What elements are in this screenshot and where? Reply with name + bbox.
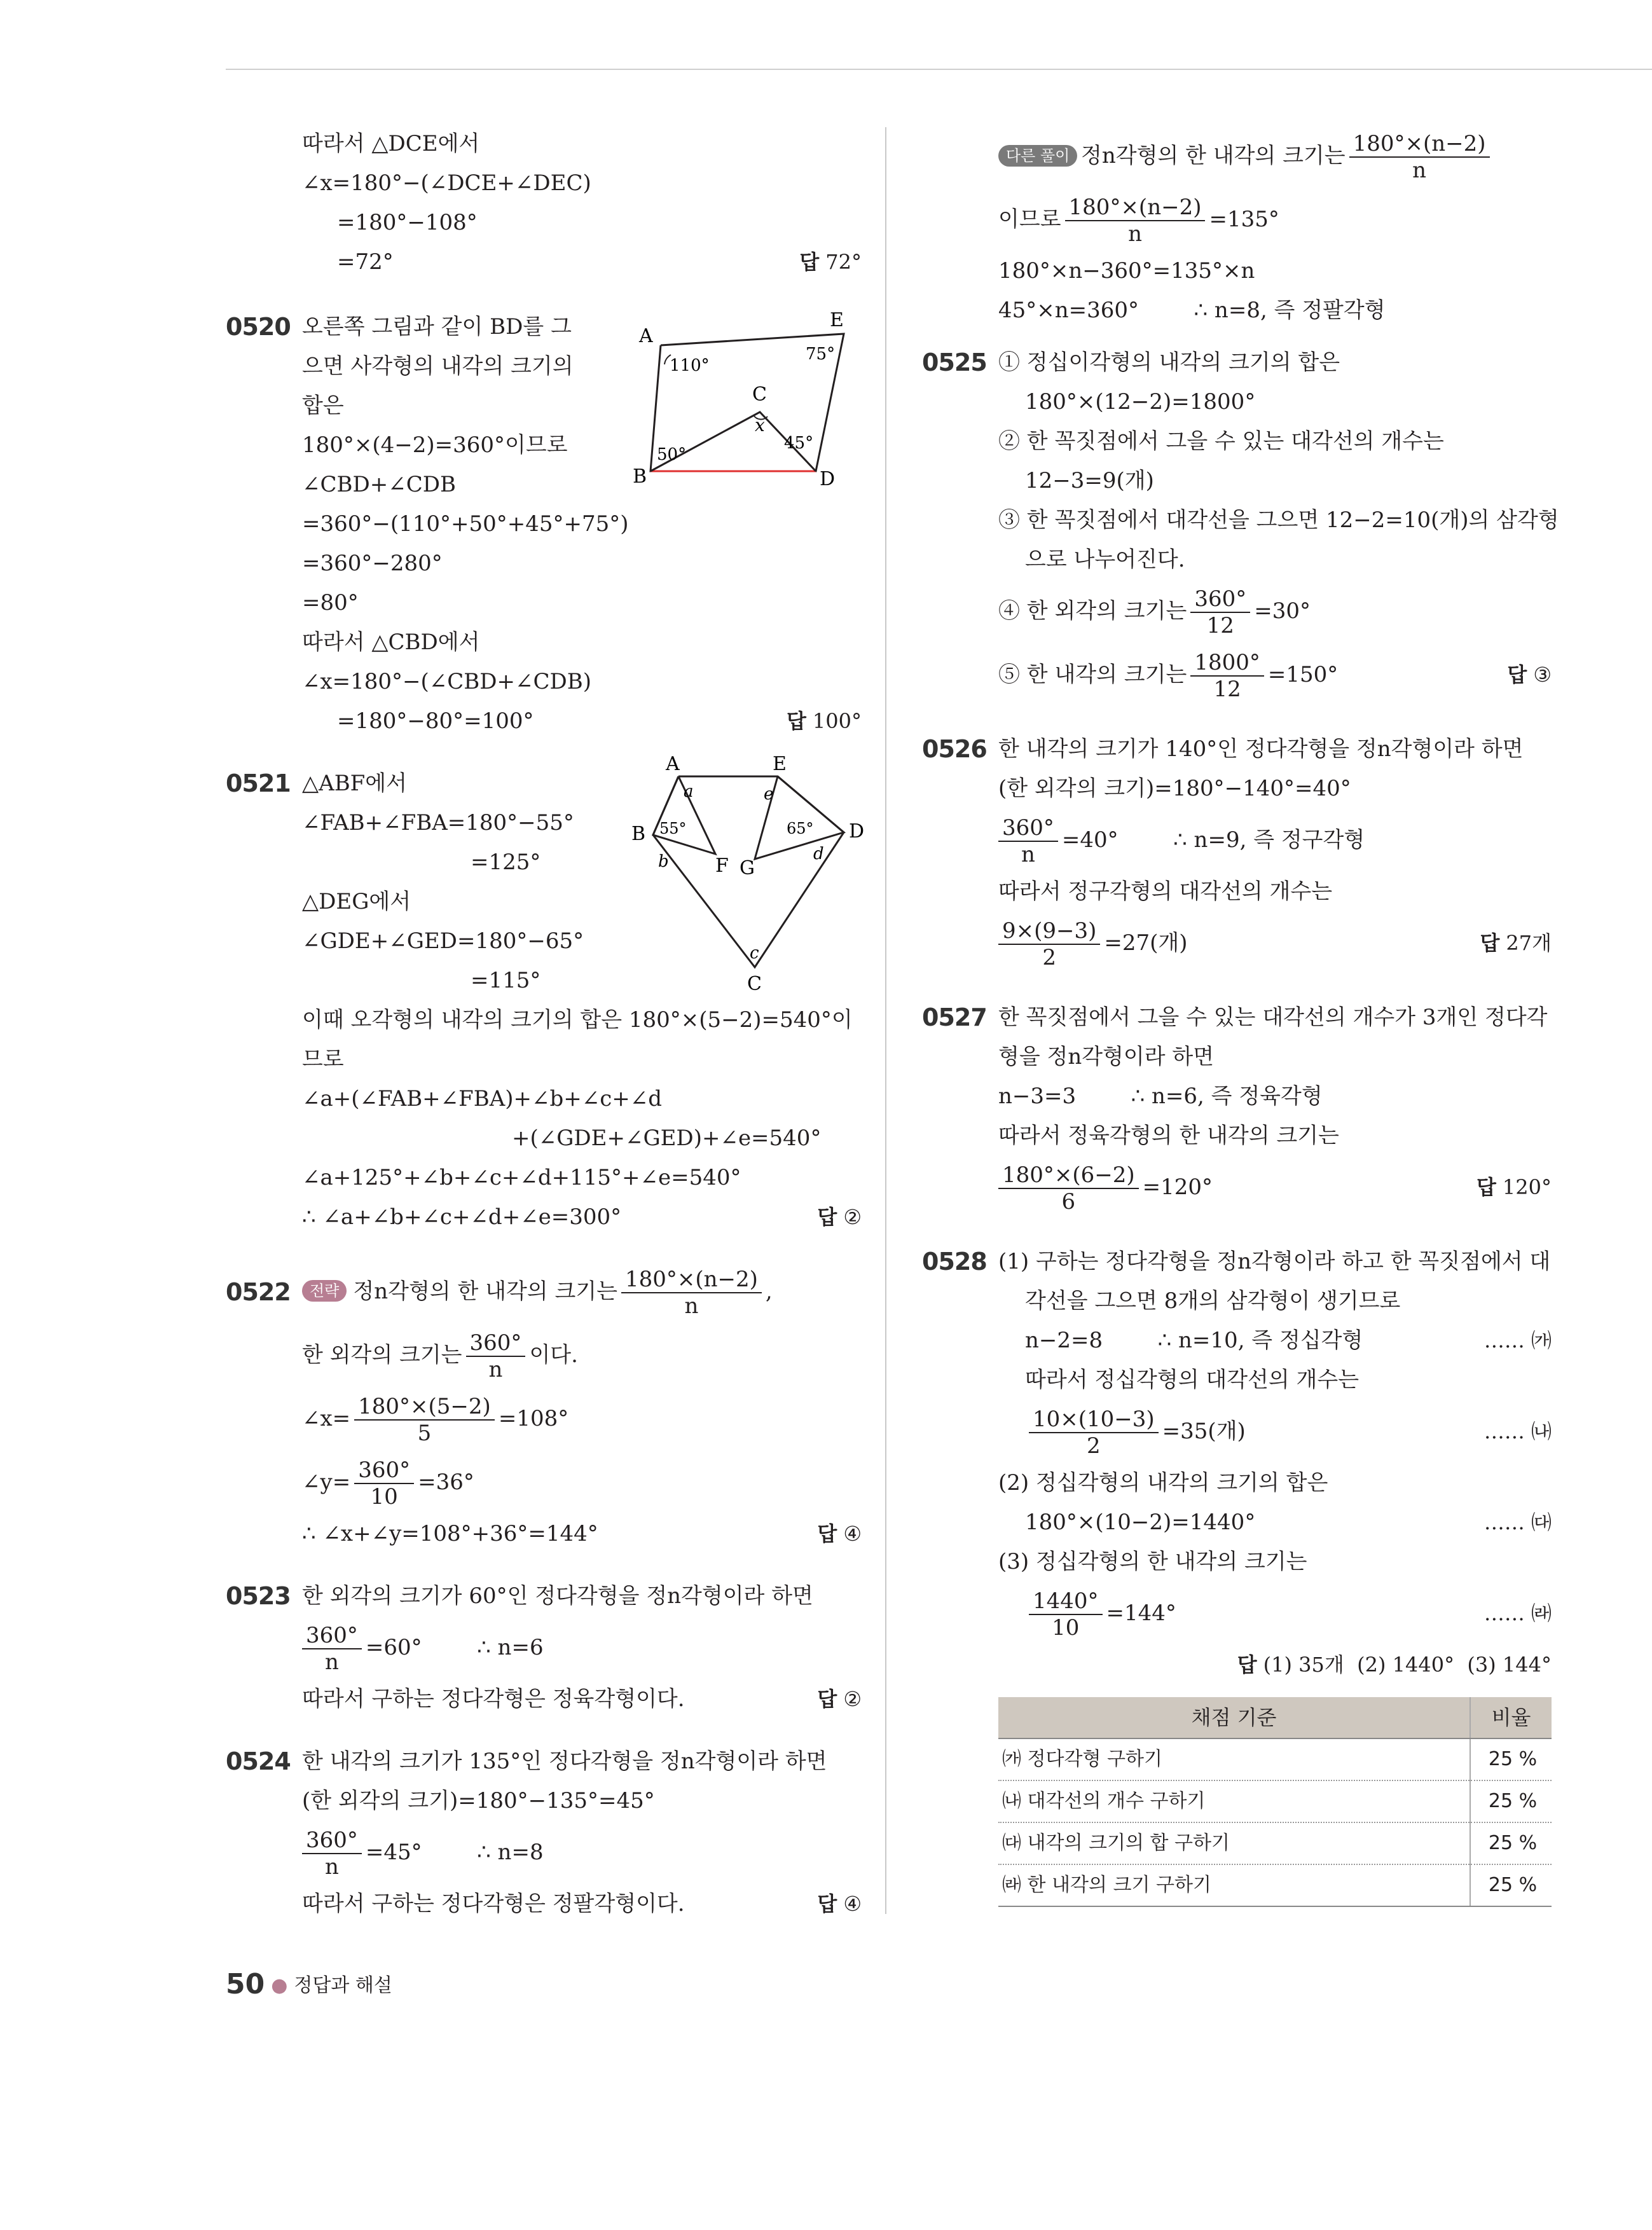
page-footer xyxy=(226,1968,392,2000)
text-line xyxy=(998,1645,1552,1684)
angle-45: 45° xyxy=(784,434,814,453)
text-line: ② 한 꼭짓점에서 그을 수 있는 대각선의 개수는 xyxy=(998,429,1444,454)
fraction: $\frac{360^\circ}{n}$ xyxy=(302,1827,362,1880)
label-c: C xyxy=(747,973,762,995)
text-line: 으로 나누어진다. xyxy=(1025,547,1185,572)
label-a-angle: a xyxy=(684,782,694,801)
label-d: D xyxy=(820,468,836,490)
table-row: ㈏ 대각선의 개수 구하기 25 % xyxy=(998,1780,1552,1822)
text-line: =360°−(110°+50°+45°+75°) xyxy=(302,511,629,537)
text-line: 180°×(10−2)=1440° …… ㈐ xyxy=(998,1503,1552,1542)
text-line: 따라서 △CBD에서 xyxy=(302,630,480,655)
text-line: (한 외각의 크기)=180°−140°=40° xyxy=(998,776,1351,801)
step-marker: …… ㈑ xyxy=(1483,1601,1552,1625)
text-line: $\frac{180^\circ\times(6-2)}{6}$ =120° 답 120° xyxy=(998,1155,1552,1219)
text-line: =180°−108° xyxy=(337,210,478,235)
problem-0523 xyxy=(226,1576,862,1719)
fraction: $\frac{360^\circ}{10}$ xyxy=(354,1457,414,1510)
left-column xyxy=(226,124,865,1946)
pentagon-figure xyxy=(620,753,865,999)
label-g: G xyxy=(740,857,755,879)
text-line: ∠CBD+∠CDB xyxy=(302,472,456,497)
angle-50: 50° xyxy=(657,445,687,464)
angle-75: 75° xyxy=(806,345,836,364)
text-line: 180°×n−360°=135°×n xyxy=(998,258,1255,284)
text-line: n−2=8 ∴ n=10, 즉 정십각형 …… ㈎ xyxy=(998,1321,1552,1360)
problem-0521 xyxy=(226,753,865,1237)
fraction: $\frac{1440^\circ}{10}$ xyxy=(1029,1588,1103,1641)
text-line: 합은 xyxy=(302,393,344,418)
text-line: 180°×(12−2)=1800° xyxy=(1025,389,1256,415)
text-line: n−3=3 ∴ n=6, 즉 정육각형 xyxy=(998,1084,1323,1109)
answer: 답 72° xyxy=(799,250,862,274)
label-d: D xyxy=(849,820,865,843)
text-line: △DEG에서 xyxy=(302,889,411,914)
text-line: 한 꼭짓점에서 그을 수 있는 대각선의 개수가 3개인 정다각 xyxy=(998,1005,1548,1030)
text-line: 45°×n=360° ∴ n=8, 즉 정팔각형 xyxy=(998,298,1386,323)
table-row: ㈑ 한 내각의 크기 구하기 25 % xyxy=(998,1864,1552,1906)
problem-number: 0524 xyxy=(226,1747,291,1775)
problem-number: 0522 xyxy=(226,1278,291,1306)
fraction: $\frac{10\times(10-3)}{2}$ xyxy=(1029,1407,1159,1459)
fraction: $\frac{360^\circ}{n}$ xyxy=(302,1623,362,1675)
fraction: $\frac{360^\circ}{n}$ xyxy=(998,815,1058,867)
text-line: (2) 정십각형의 내각의 크기의 합은 xyxy=(998,1470,1328,1496)
answer: 답 120° xyxy=(1476,1175,1552,1199)
problem-number: 0526 xyxy=(922,735,987,763)
text-line: 한 외각의 크기가 60°인 정다각형을 정n각형이라 하면 xyxy=(302,1583,813,1609)
text-line: (3) 정십각형의 한 내각의 크기는 xyxy=(998,1549,1307,1574)
text-line: ∠x=180°−(∠CBD+∠CDB) xyxy=(302,669,592,694)
fraction: $\frac{180^\circ\times(6-2)}{6}$ xyxy=(998,1162,1139,1215)
fraction: $\frac{9\times(9-3)}{2}$ xyxy=(998,918,1100,970)
text-line: 오른쪽 그림과 같이 BD를 그 xyxy=(302,314,572,340)
table-row: ㈎ 정다각형 구하기 25 % xyxy=(998,1738,1552,1780)
text-line: =115° xyxy=(471,968,541,993)
text-line: +(∠GDE+∠GED)+∠e=540° xyxy=(512,1125,822,1151)
text-line: =180°−80°=100° 답 100° xyxy=(302,701,862,741)
text-line: =360°−280° xyxy=(302,551,443,576)
strategy-tag: 전략 xyxy=(302,1280,347,1302)
alt-solution-tag: 다른 풀이 xyxy=(998,145,1077,167)
text-line: ∠x=180°−(∠DCE+∠DEC) xyxy=(302,170,591,196)
text-line: $\frac{360^\circ}{n}$ =45° ∴ n=8 xyxy=(302,1820,862,1884)
text-line: ⑤ 한 내각의 크기는 $\frac{1800^\circ}{12}$ =150° 답 ③ xyxy=(998,643,1552,706)
label-d-angle: d xyxy=(813,844,824,864)
label-b-angle: b xyxy=(658,852,669,871)
quadrilateral-figure xyxy=(620,307,849,492)
fraction: $\frac{180^\circ\times(n-2)}{n}$ xyxy=(1349,131,1490,183)
text-line: ∴ ∠x+∠y=108°+36°=144° 답 ④ xyxy=(302,1514,862,1553)
label-x: x xyxy=(755,415,765,436)
problem-number: 0528 xyxy=(922,1248,987,1276)
text-line: ∴ ∠a+∠b+∠c+∠d+∠e=300° 답 ② xyxy=(302,1197,862,1237)
text-line: 따라서 구하는 정다각형은 정육각형이다. 답 ② xyxy=(302,1679,862,1719)
problem-0520 xyxy=(226,307,862,741)
continued-solution xyxy=(226,124,862,282)
text-line: 따라서 정십각형의 대각선의 개수는 xyxy=(1025,1367,1359,1393)
bullet-dot: ● xyxy=(271,1974,288,1997)
answer: 답 ④ xyxy=(817,1522,862,1546)
problem-number: 0523 xyxy=(226,1582,291,1610)
problem-0527 xyxy=(922,998,1552,1219)
text-line: 전략 정n각형의 한 내각의 크기는 $\frac{180^\circ\times(n-2)}{n}$ , xyxy=(302,1260,862,1323)
table-row: ㈐ 내각의 크기의 합 구하기 25 % xyxy=(998,1822,1552,1864)
angle-65: 65° xyxy=(787,820,814,837)
step-marker: …… ㈏ xyxy=(1483,1419,1552,1443)
text-line: 따라서 정구각형의 대각선의 개수는 xyxy=(998,879,1333,904)
text-line: $\frac{360^\circ}{n}$ =40° ∴ n=9, 즉 정구각형 xyxy=(998,808,1552,872)
alternative-solution xyxy=(922,124,1552,330)
text-line: 이므로 $\frac{180^\circ\times(n-2)}{n}$ =135° xyxy=(998,195,1279,247)
page-number: 50 xyxy=(226,1968,265,2000)
text-line: 각선을 그으면 8개의 삼각형이 생기므로 xyxy=(1025,1288,1401,1314)
problem-number: 0521 xyxy=(226,769,291,797)
text-line: 형을 정n각형이라 하면 xyxy=(998,1044,1215,1070)
text-line: 이때 오각형의 내각의 크기의 합은 180°×(5−2)=540°이 xyxy=(302,1007,853,1033)
text-line: 따라서 구하는 정다각형은 정팔각형이다. 답 ④ xyxy=(302,1884,862,1924)
text-line: $\frac{360^\circ}{n}$ =60° ∴ n=6 xyxy=(302,1616,862,1679)
problem-0526 xyxy=(922,729,1552,975)
answer: 답 ④ xyxy=(817,1892,862,1916)
problem-number: 0525 xyxy=(922,348,987,376)
text-line: △ABF에서 xyxy=(302,771,407,796)
fraction: $\frac{360^\circ}{n}$ xyxy=(466,1330,526,1382)
answer: 답 (1) 35개 (2) 1440° (3) 144° xyxy=(1237,1653,1552,1677)
column-divider xyxy=(885,127,886,1914)
text-line: (한 외각의 크기)=180°−135°=45° xyxy=(302,1788,655,1814)
fraction: $\frac{180^\circ\times(5-2)}{5}$ xyxy=(354,1394,495,1446)
fraction: $\frac{180^\circ\times(n-2)}{n}$ xyxy=(1065,195,1206,247)
text-line: (1) 구하는 정다각형을 정n각형이라 하고 한 꼭짓점에서 대 xyxy=(998,1249,1551,1274)
fraction: $\frac{360^\circ}{12}$ xyxy=(1190,586,1250,638)
text-line: 한 내각의 크기가 135°인 정다각형을 정n각형이라 하면 xyxy=(302,1749,827,1774)
text-line: ∠FAB+∠FBA=180°−55° xyxy=(302,810,574,836)
angle-110: 110° xyxy=(670,356,710,375)
answer: 답 ② xyxy=(817,1205,862,1229)
label-b: B xyxy=(631,823,646,845)
text-line: 12−3=9(개) xyxy=(1025,468,1154,493)
text-line: ① 정십이각형의 내각의 크기의 합은 xyxy=(998,350,1340,375)
label-e: E xyxy=(830,309,844,331)
footer-label: 정답과 해설 xyxy=(294,1974,392,1997)
text-line: 한 내각의 크기가 140°인 정다각형을 정n각형이라 하면 xyxy=(998,736,1524,762)
label-c-angle: c xyxy=(750,944,759,963)
problem-0524 xyxy=(226,1742,862,1924)
text-line: 다른 풀이 정n각형의 한 내각의 크기는 $\frac{180^\circ\times(n-2)}{n}$ xyxy=(922,124,1552,188)
text-line: 한 외각의 크기는 $\frac{360^\circ}{n}$ 이다. xyxy=(302,1330,578,1382)
text-line: $\frac{9\times(9-3)}{2}$ =27(개) 답 27개 xyxy=(998,911,1552,975)
text-line: ∠GDE+∠GED=180°−65° xyxy=(302,928,584,954)
text-line: =72° 답 72° xyxy=(302,242,862,282)
table-header-criteria: 채점 기준 xyxy=(998,1697,1470,1738)
angle-55: 55° xyxy=(659,820,687,837)
label-a: A xyxy=(639,325,653,347)
text-line: ∠a+125°+∠b+∠c+∠d+115°+∠e=540° xyxy=(302,1165,741,1190)
text-line: $\frac{1440^\circ}{10}$ =144° …… ㈑ xyxy=(998,1581,1552,1645)
text-line: ∠y= $\frac{360^\circ}{10}$ =36° xyxy=(302,1457,474,1510)
problem-number: 0527 xyxy=(922,1003,987,1031)
label-c: C xyxy=(752,383,767,406)
label-e-angle: e xyxy=(764,785,774,804)
problem-0525 xyxy=(922,343,1559,706)
fraction: $\frac{1800^\circ}{12}$ xyxy=(1190,650,1264,702)
answer: 답 ③ xyxy=(1507,663,1552,687)
text-line: 180°×(4−2)=360°이므로 xyxy=(302,432,568,458)
text-line: ④ 한 외각의 크기는 $\frac{360^\circ}{12}$ =30° xyxy=(998,586,1311,638)
quadrilateral-diagram xyxy=(620,307,849,492)
text-line: ③ 한 꼭짓점에서 대각선을 그으면 12−2=10(개)의 삼각형 xyxy=(998,507,1559,533)
top-rule xyxy=(226,69,1652,70)
text-line: 따라서 △DCE에서 xyxy=(302,131,480,156)
label-f: F xyxy=(715,855,729,877)
problem-0528 xyxy=(922,1242,1552,1907)
step-marker: …… ㈐ xyxy=(1483,1510,1552,1534)
problem-0522 xyxy=(226,1260,862,1553)
text-line: =125° xyxy=(471,850,541,875)
text-line: 따라서 정육각형의 한 내각의 크기는 xyxy=(998,1123,1339,1148)
table-header-ratio: 비율 xyxy=(1470,1697,1552,1738)
pentagon-diagram xyxy=(620,753,865,999)
text-line: 므로 xyxy=(302,1047,344,1072)
answer: 답 100° xyxy=(787,709,862,733)
label-e: E xyxy=(773,753,787,775)
step-marker: …… ㈎ xyxy=(1483,1328,1552,1352)
fraction: $\frac{180^\circ\times(n-2)}{n}$ xyxy=(621,1267,762,1319)
answer: 답 ② xyxy=(817,1687,862,1711)
answer: 답 27개 xyxy=(1480,931,1552,955)
text-line: $\frac{10\times(10-3)}{2}$ =35(개) …… ㈏ xyxy=(998,1400,1552,1463)
text-line: ∠x= $\frac{180^\circ\times(5-2)}{5}$ =108° xyxy=(302,1394,569,1446)
text-line: 으면 사각형의 내각의 크기의 xyxy=(302,354,574,379)
label-b: B xyxy=(633,465,647,488)
text-line: =80° xyxy=(302,590,359,616)
label-a: A xyxy=(666,753,680,775)
scoring-table xyxy=(998,1697,1552,1907)
problem-number: 0520 xyxy=(226,313,291,341)
right-column xyxy=(922,124,1559,1907)
text-line: ∠a+(∠FAB+∠FBA)+∠b+∠c+∠d xyxy=(302,1086,663,1112)
